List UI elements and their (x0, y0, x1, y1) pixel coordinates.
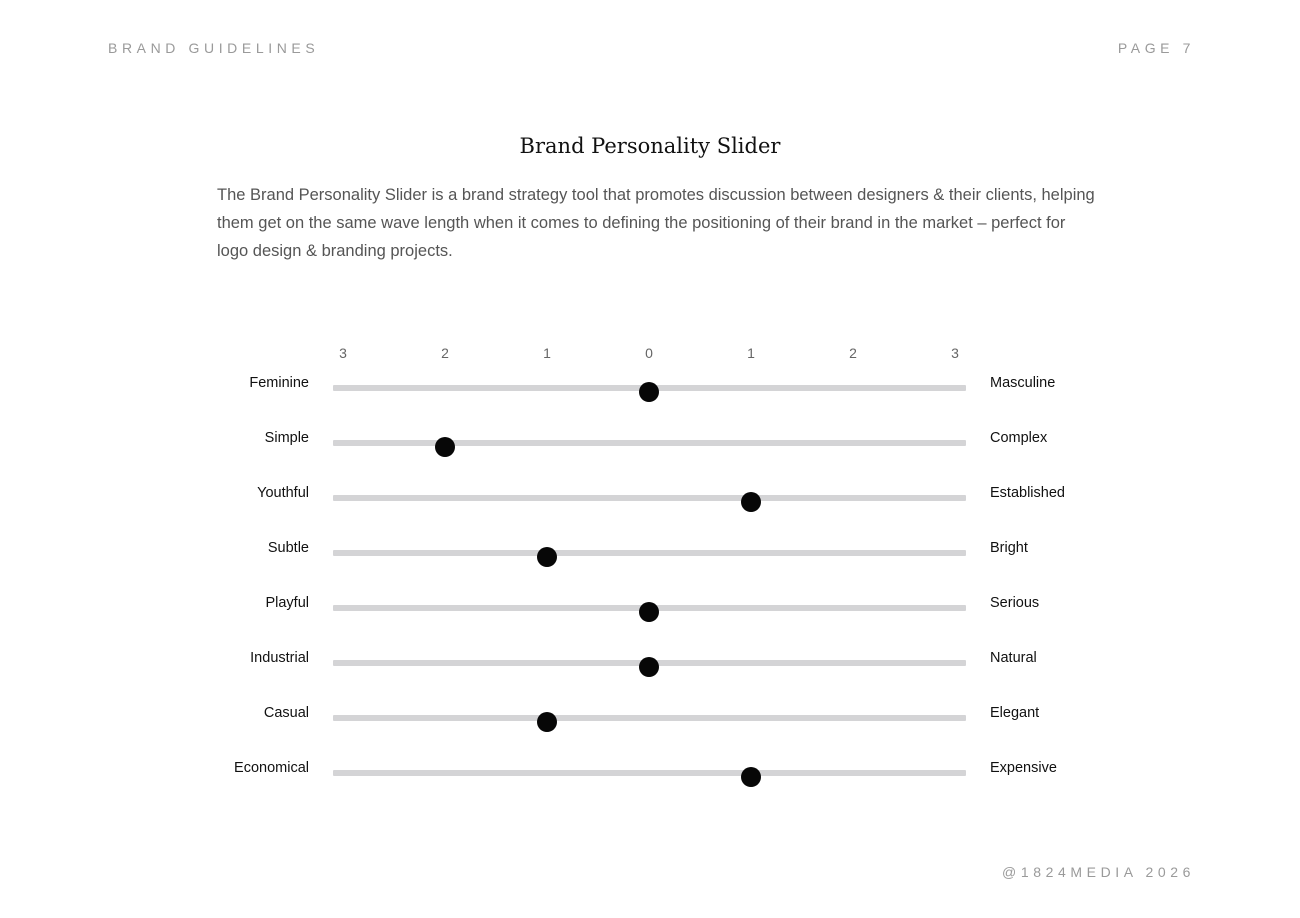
slider-row-economical-expensive (0, 760, 1300, 796)
slider-right-label: Established (990, 485, 1065, 501)
slider-knob[interactable] (537, 547, 557, 567)
scale-label: 1 (747, 345, 755, 361)
slider-track[interactable] (333, 495, 966, 501)
slider-right-label: Complex (990, 430, 1048, 446)
slider-track[interactable] (333, 715, 966, 721)
slider-right-label: Serious (990, 595, 1040, 611)
slider-row-subtle-bright (0, 540, 1300, 576)
scale-label: 3 (951, 345, 959, 361)
document-section-label: BRAND GUIDELINES (108, 40, 320, 56)
slider-knob[interactable] (741, 492, 761, 512)
footer-credit: @1824MEDIA 2026 (1002, 864, 1195, 880)
slider-left-label: Simple (264, 430, 309, 446)
scale-label: 3 (339, 345, 347, 361)
slider-track[interactable] (333, 770, 966, 776)
slider-right-label: Natural (990, 650, 1037, 666)
slider-left-label: Subtle (267, 540, 309, 556)
slider-knob[interactable] (435, 437, 455, 457)
slider-track[interactable] (333, 440, 966, 446)
description-paragraph: The Brand Personality Slider is a brand strategy tool that promotes discussion between designers & their clients, helping them get on the same wave length when it comes to defining the positioning of their brand in the market – perfect for logo design & branding projects. (217, 186, 1095, 260)
slider-knob[interactable] (537, 712, 557, 732)
slider-row-industrial-natural (0, 650, 1300, 686)
slider-row-simple-complex (0, 430, 1300, 466)
slider-knob[interactable] (741, 767, 761, 787)
scale-label: 0 (645, 345, 653, 361)
slider-right-label: Masculine (990, 375, 1056, 391)
slider-left-label: Youthful (257, 485, 309, 501)
slider-knob[interactable] (639, 382, 659, 402)
slider-row-feminine-masculine (0, 375, 1300, 411)
page-number: PAGE 7 (1117, 40, 1195, 56)
slider-track[interactable] (333, 550, 966, 556)
slider-right-label: Expensive (990, 760, 1057, 776)
slider-track[interactable] (333, 385, 966, 391)
scale-label: 2 (441, 345, 449, 361)
slider-left-label: Feminine (249, 375, 309, 391)
slider-row-youthful-established (0, 485, 1300, 521)
slider-right-label: Bright (990, 540, 1028, 556)
slider-left-label: Economical (234, 760, 309, 776)
slider-track[interactable] (333, 660, 966, 666)
slider-row-casual-elegant (0, 705, 1300, 741)
slider-right-label: Elegant (990, 705, 1040, 721)
slider-track[interactable] (333, 605, 966, 611)
slider-knob[interactable] (639, 602, 659, 622)
page-title: Brand Personality Slider (519, 134, 781, 158)
scale-label: 1 (543, 345, 551, 361)
slider-left-label: Playful (265, 595, 309, 611)
scale-label: 2 (849, 345, 857, 361)
slider-row-playful-serious (0, 595, 1300, 631)
slider-knob[interactable] (639, 657, 659, 677)
slider-left-label: Industrial (250, 650, 309, 666)
slider-left-label: Casual (263, 705, 309, 721)
